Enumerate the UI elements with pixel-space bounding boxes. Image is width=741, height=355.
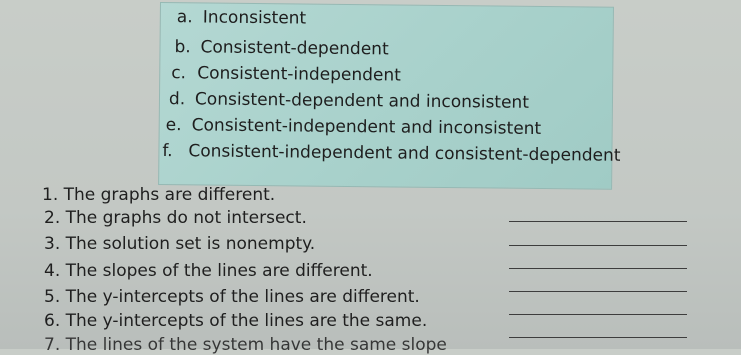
choice-e (166, 115, 542, 139)
answer-line-1[interactable] (509, 221, 687, 222)
choice-text: Consistent-dependent (200, 37, 389, 60)
answer-line-3[interactable] (509, 268, 687, 269)
answer-line-5[interactable] (509, 314, 687, 315)
question-4: 4. The slopes of the lines are different. (44, 261, 373, 281)
choice-text: Consistent-independent and consistent-dependent (188, 141, 621, 166)
choices-box (158, 2, 621, 190)
choice-letter: a. (176, 7, 193, 28)
answer-line-6[interactable] (509, 337, 687, 338)
choice-letter: b. (174, 37, 191, 58)
question-3: 3. The solution set is nonempty. (44, 234, 316, 254)
choice-f (162, 141, 620, 166)
choice-text: Consistent-independent (197, 63, 402, 86)
choice-text: Inconsistent (202, 7, 307, 29)
question-6: 6. The y-intercepts of the lines are the same. (44, 311, 428, 331)
choice-d (169, 89, 529, 113)
choice-letter: e. (165, 115, 182, 136)
answer-line-4[interactable] (509, 291, 687, 292)
question-7: 7. The lines of the system have the same slope (44, 335, 447, 355)
choice-text: Consistent-independent and inconsistent (191, 115, 542, 139)
choice-b (174, 37, 388, 59)
choice-letter: f. (162, 141, 173, 162)
choice-letter: c. (171, 63, 187, 84)
question-5: 5. The y-intercepts of the lines are different. (44, 287, 420, 307)
answer-line-2[interactable] (509, 245, 687, 246)
choice-c (171, 63, 401, 85)
choice-a (177, 7, 307, 28)
question-2: 2. The graphs do not intersect. (44, 208, 307, 228)
choice-text: Consistent-dependent and inconsistent (194, 89, 530, 113)
choice-letter: d. (168, 89, 186, 110)
question-1: 1. The graphs are different. (42, 185, 276, 205)
